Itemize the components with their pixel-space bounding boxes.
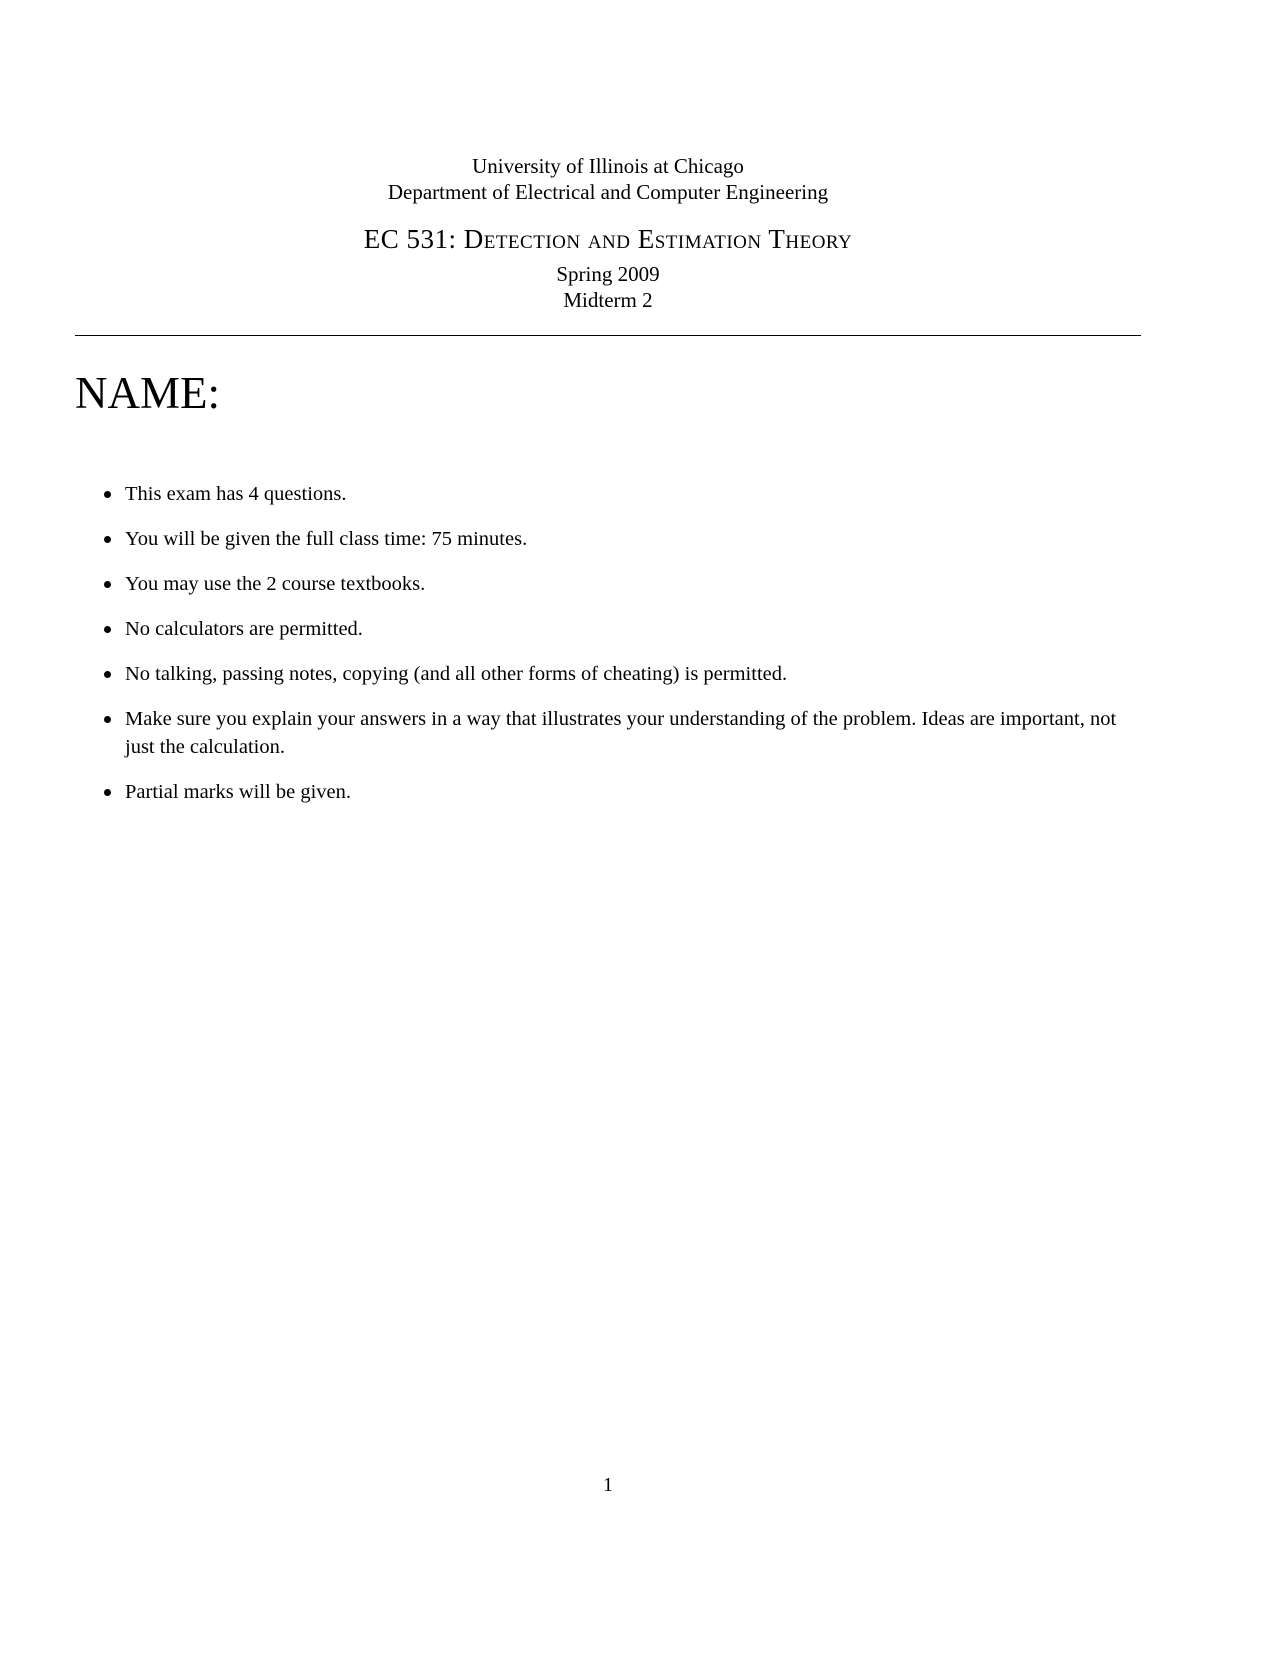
instruction-item: You will be given the full class time: 75 minutes.	[125, 525, 1141, 553]
page-content	[75, 0, 1141, 1496]
instruction-list	[75, 480, 1141, 806]
term: Spring 2009	[556, 262, 660, 286]
page-number: 1	[603, 1474, 613, 1496]
instruction-item: You may use the 2 course textbooks.	[125, 570, 1141, 598]
instruction-item: No calculators are permitted.	[125, 615, 1141, 643]
exam-name: Midterm 2	[563, 288, 653, 312]
instruction-item: This exam has 4 questions.	[125, 480, 1141, 508]
document-header	[75, 153, 1141, 313]
header-divider	[75, 335, 1141, 336]
course-title: EC 531: Detection and Estimation Theory	[363, 224, 853, 254]
name-label: NAME:	[75, 368, 220, 418]
instruction-item: Make sure you explain your answers in a way that illustrates your understanding of the problem. Ideas are important, not just the calculation.	[125, 705, 1141, 761]
instruction-item: No talking, passing notes, copying (and all other forms of cheating) is permitted.	[125, 660, 1141, 688]
institution-name: University of Illinois at Chicago	[472, 154, 744, 178]
department-name: Department of Electrical and Computer Engineering	[387, 180, 829, 204]
instruction-item: Partial marks will be given.	[125, 778, 1141, 806]
